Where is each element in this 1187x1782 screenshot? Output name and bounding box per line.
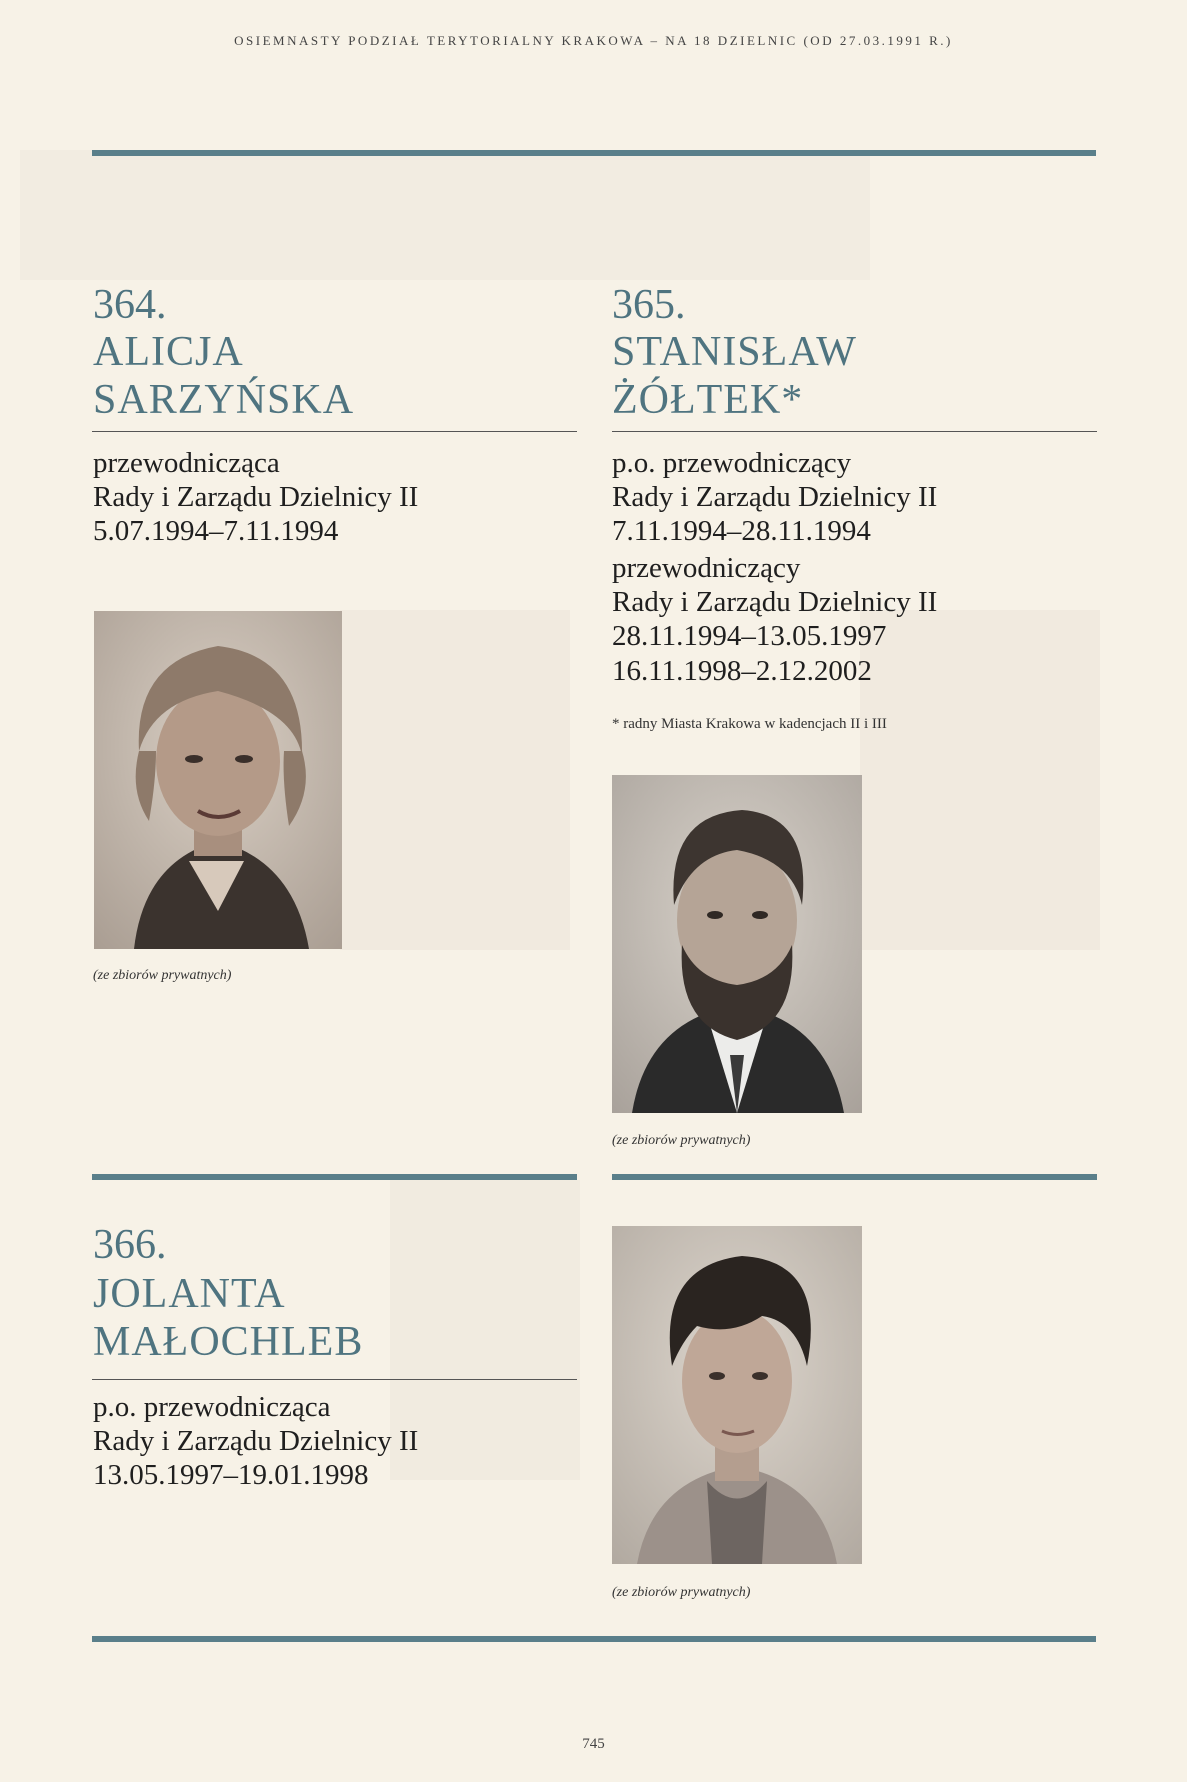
entry-name-line1: STANISŁAW	[612, 329, 857, 375]
entry-number: 366.	[93, 1222, 167, 1268]
photo-caption: (ze zbiorów prywatnych)	[612, 1133, 751, 1148]
show-through-block	[20, 150, 870, 280]
entry-role: 5.07.1994–7.11.1994	[93, 515, 339, 547]
portrait-woman-icon	[94, 611, 342, 949]
page-number: 745	[582, 1736, 605, 1752]
top-rule	[92, 150, 1096, 156]
photo-caption: (ze zbiorów prywatnych)	[93, 968, 232, 983]
show-through-block	[340, 610, 570, 950]
section-rule	[92, 1174, 577, 1180]
portrait-bearded-man-icon	[612, 775, 862, 1113]
entry-role: Rady i Zarządu Dzielnicy II	[612, 586, 938, 618]
entry-name-line2: SARZYŃSKA	[93, 377, 355, 423]
bottom-rule	[92, 1636, 1096, 1642]
photo-caption: (ze zbiorów prywatnych)	[612, 1585, 751, 1600]
entry-role: p.o. przewodniczący	[612, 447, 852, 479]
entry-role: p.o. przewodnicząca	[93, 1391, 331, 1423]
entry-role: 7.11.1994–28.11.1994	[612, 515, 871, 547]
entry-role: Rady i Zarządu Dzielnicy II	[612, 481, 938, 513]
running-head: OSIEMNASTY PODZIAŁ TERYTORIALNY KRAKOWA – NA 18 DZIELNIC (OD 27.03.1991 R.)	[234, 33, 953, 48]
portrait-woman-icon	[612, 1226, 862, 1564]
entry-name-line1: JOLANTA	[93, 1271, 286, 1317]
entry-name-line2: ŻÓŁTEK*	[612, 377, 804, 423]
section-rule	[612, 1174, 1097, 1180]
entry-divider	[612, 431, 1097, 432]
entry-role: 16.11.1998–2.12.2002	[612, 655, 872, 687]
entry-role: Rady i Zarządu Dzielnicy II	[93, 1425, 419, 1457]
entry-role: przewodnicząca	[93, 447, 280, 479]
entry-number: 365.	[612, 282, 686, 328]
entry-number: 364.	[93, 282, 167, 328]
show-through-block	[390, 1180, 580, 1480]
show-through-block	[860, 610, 1100, 950]
entry-name-line1: ALICJA	[93, 329, 244, 375]
entry-role: 13.05.1997–19.01.1998	[93, 1459, 369, 1491]
entry-name-line2: MAŁOCHLEB	[93, 1319, 364, 1365]
entry-role: Rady i Zarządu Dzielnicy II	[93, 481, 419, 513]
entry-divider	[92, 1379, 577, 1380]
entry-role: 28.11.1994–13.05.1997	[612, 620, 887, 652]
entry-footnote: * radny Miasta Krakowa w kadencjach II i III	[612, 716, 887, 732]
entry-role: przewodniczący	[612, 552, 801, 584]
entry-divider	[92, 431, 577, 432]
